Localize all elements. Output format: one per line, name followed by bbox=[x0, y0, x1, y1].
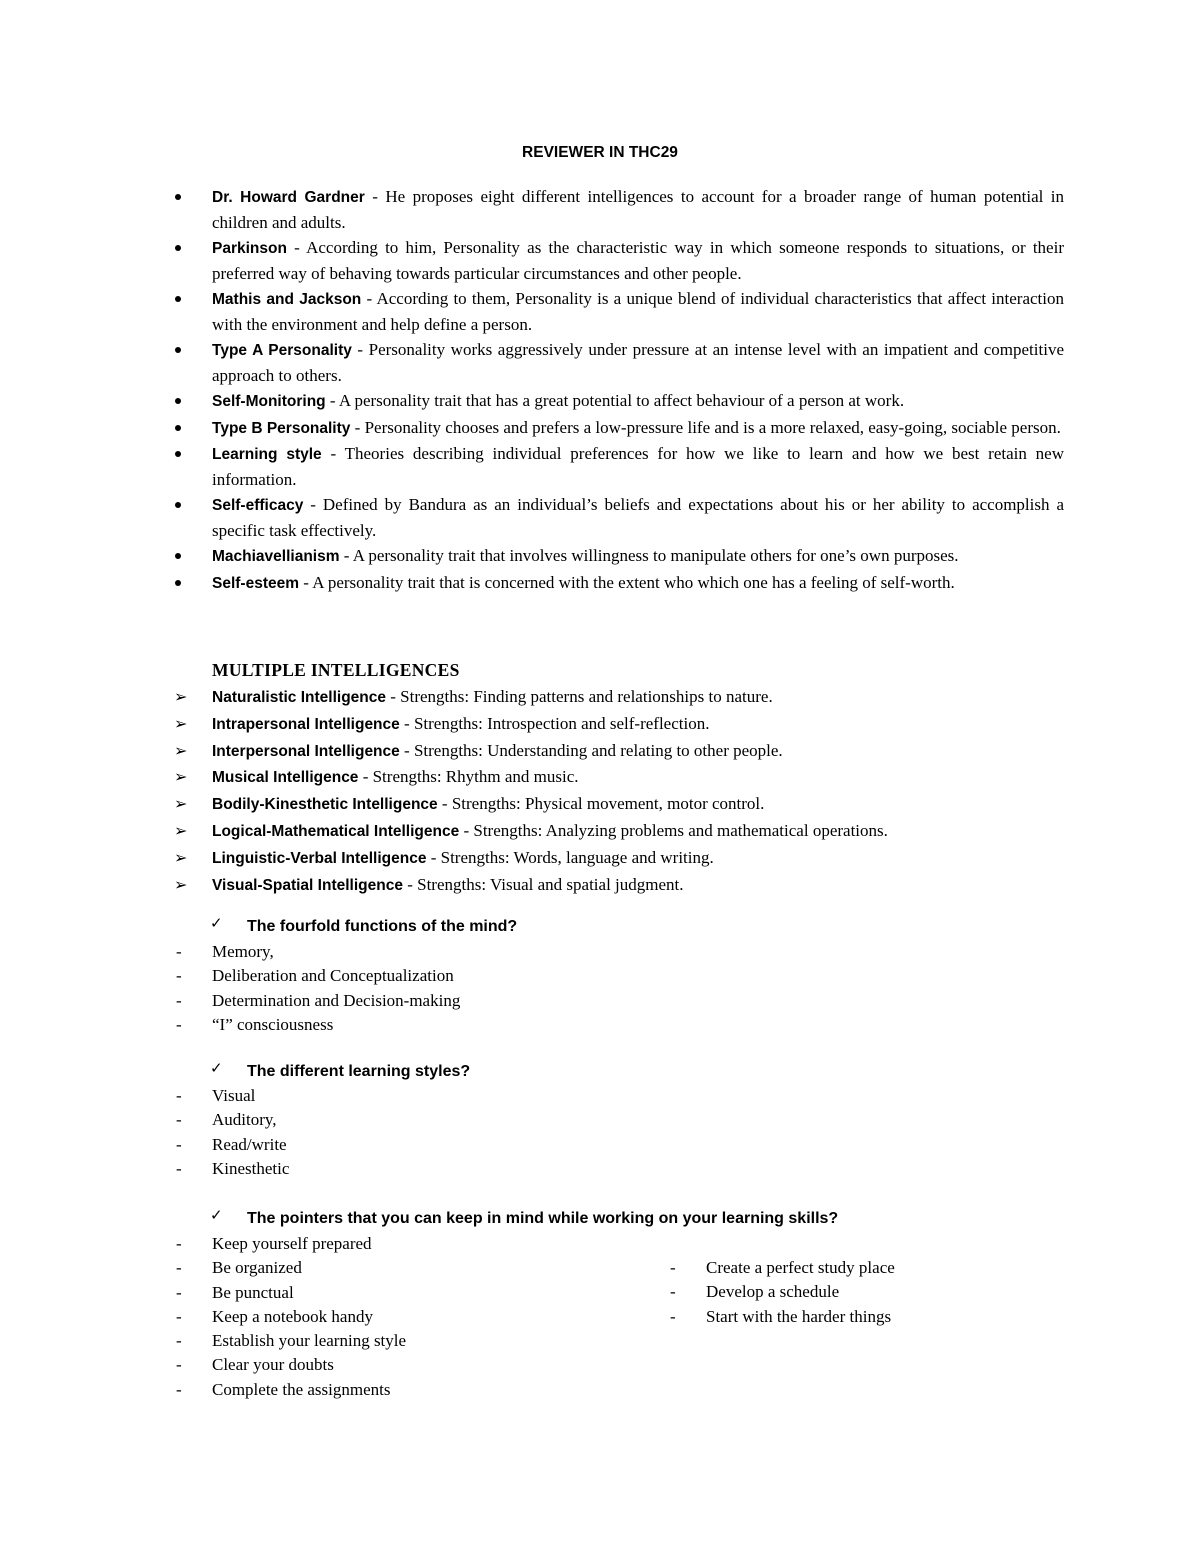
definition: - Defined by Bandura as an individual’s beliefs and expectations about his or her ability to accomplish a specific task effectively. bbox=[212, 495, 1064, 540]
list-item: - Create a perfect study place bbox=[668, 1256, 895, 1280]
term: Machiavellianism bbox=[212, 548, 340, 565]
list-item bbox=[174, 338, 1064, 388]
question-heading bbox=[212, 916, 517, 936]
list-item: - Keep yourself prepared bbox=[174, 1232, 406, 1256]
arrow-bullet-icon: ➢ bbox=[174, 794, 188, 814]
list-item: - Establish your learning style bbox=[174, 1329, 406, 1353]
definition: - Personality works aggressively under pressure at an intense level with an impatient and competitive approach to others. bbox=[212, 340, 1064, 385]
checkmark-icon: ✓ bbox=[210, 914, 223, 932]
checkmark-icon: ✓ bbox=[210, 1059, 223, 1077]
question-text: The fourfold functions of the mind? bbox=[247, 918, 518, 935]
list-item: - Keep a notebook handy bbox=[174, 1305, 406, 1329]
term: Dr. Howard Gardner bbox=[212, 189, 365, 206]
checkmark-icon: ✓ bbox=[210, 1206, 223, 1224]
list-item: - Kinesthetic bbox=[174, 1157, 289, 1181]
list-item bbox=[174, 711, 1074, 738]
list-item bbox=[174, 764, 1074, 791]
question-heading bbox=[212, 1208, 838, 1228]
intelligence-description: - Strengths: Analyzing problems and mathematical operations. bbox=[459, 820, 888, 840]
intelligence-name: Logical-Mathematical Intelligence bbox=[212, 822, 460, 840]
list-item: - Be punctual bbox=[174, 1281, 406, 1305]
arrow-bullet-icon: ➢ bbox=[174, 874, 188, 894]
list-item bbox=[174, 738, 1074, 765]
intelligence-description: - Strengths: Rhythm and music. bbox=[358, 767, 579, 787]
definition: - Personality chooses and prefers a low-pressure life and is a more relaxed, easy-going, sociable person. bbox=[350, 417, 1061, 437]
list-item bbox=[174, 416, 1064, 442]
definition: - He proposes eight different intelligences to account for a broader range of human potential in children and adults. bbox=[212, 187, 1064, 232]
intelligences-list bbox=[174, 684, 1074, 898]
list-item bbox=[174, 236, 1064, 286]
list-item bbox=[174, 571, 1064, 597]
intelligence-description: - Strengths: Physical movement, motor control. bbox=[437, 794, 765, 814]
term: Type B Personality bbox=[212, 419, 351, 437]
question-text: The different learning styles? bbox=[247, 1063, 471, 1080]
list-item bbox=[174, 872, 1074, 899]
intelligence-description: - Strengths: Words, language and writing. bbox=[426, 847, 714, 867]
term: Self-esteem bbox=[212, 574, 300, 592]
arrow-bullet-icon: ➢ bbox=[174, 767, 188, 787]
list-item: - Develop a schedule bbox=[668, 1280, 895, 1304]
term: Self-Monitoring bbox=[212, 393, 326, 410]
list-item bbox=[174, 544, 1064, 570]
list-item bbox=[174, 389, 1064, 415]
list-item bbox=[174, 818, 1074, 845]
list-item bbox=[174, 684, 1074, 711]
list-item bbox=[174, 185, 1064, 235]
term: Self-efficacy bbox=[212, 497, 304, 514]
list-item: - Deliberation and Conceptualization bbox=[174, 964, 460, 988]
definition: - A personality trait that is concerned with the extent who which one has a feeling of self-worth. bbox=[299, 572, 955, 592]
question-text: The pointers that you can keep in mind while working on your learning skills? bbox=[247, 1210, 839, 1227]
intelligence-name: Bodily-Kinesthetic Intelligence bbox=[212, 796, 438, 814]
arrow-bullet-icon: ➢ bbox=[174, 820, 188, 840]
intelligence-name: Musical Intelligence bbox=[212, 769, 359, 787]
section-heading: MULTIPLE INTELLIGENCES bbox=[212, 660, 460, 680]
fourfold-functions-list bbox=[174, 940, 460, 1037]
definition: - A personality trait that involves willingness to manipulate others for one’s own purposes. bbox=[339, 546, 959, 565]
intelligence-description: - Strengths: Finding patterns and relationships to nature. bbox=[386, 687, 773, 706]
term: Mathis and Jackson bbox=[212, 291, 362, 308]
term: Learning style bbox=[212, 446, 322, 463]
intelligence-description: - Strengths: Understanding and relating to other people. bbox=[399, 740, 783, 760]
arrow-bullet-icon: ➢ bbox=[174, 740, 188, 760]
question-heading bbox=[212, 1061, 470, 1081]
intelligence-name: Interpersonal Intelligence bbox=[212, 742, 400, 760]
list-item: - Start with the harder things bbox=[668, 1305, 895, 1329]
definition: - A personality trait that has a great potential to affect behaviour of a person at work. bbox=[325, 391, 905, 410]
list-item: - “I” consciousness bbox=[174, 1013, 460, 1037]
pointers-list-right bbox=[668, 1256, 895, 1329]
list-item bbox=[174, 845, 1074, 872]
list-item: - Memory, bbox=[174, 940, 460, 964]
definition: - According to him, Personality as the characteristic way in which someone responds to situations, or their preferred way of behaving towards particular circumstances and other people. bbox=[212, 238, 1064, 283]
intelligence-name: Naturalistic Intelligence bbox=[212, 689, 386, 706]
document-title: REVIEWER IN THC29 bbox=[522, 144, 678, 161]
list-item bbox=[174, 791, 1074, 818]
list-item: - Determination and Decision-making bbox=[174, 989, 460, 1013]
definitions-list bbox=[174, 185, 1064, 597]
intelligence-name: Linguistic-Verbal Intelligence bbox=[212, 849, 427, 867]
pointers-list-left bbox=[174, 1232, 406, 1402]
arrow-bullet-icon: ➢ bbox=[174, 687, 188, 706]
list-item: - Read/write bbox=[174, 1133, 289, 1157]
list-item bbox=[174, 493, 1064, 543]
intelligence-name: Intrapersonal Intelligence bbox=[212, 715, 400, 733]
intelligence-name: Visual-Spatial Intelligence bbox=[212, 876, 403, 894]
intelligence-description: - Strengths: Visual and spatial judgment. bbox=[402, 874, 684, 894]
learning-styles-list bbox=[174, 1084, 289, 1181]
definition: - According to them, Personality is a unique blend of individual characteristics that affect interaction with the environment and help define a person. bbox=[212, 289, 1064, 334]
list-item: - Be organized bbox=[174, 1256, 406, 1280]
list-item: - Complete the assignments bbox=[174, 1378, 406, 1402]
term: Type A Personality bbox=[212, 342, 352, 359]
definition: - Theories describing individual preferences for how we like to learn and how we best retain new information. bbox=[212, 444, 1064, 489]
list-item bbox=[174, 442, 1064, 492]
list-item bbox=[174, 287, 1064, 337]
arrow-bullet-icon: ➢ bbox=[174, 713, 188, 733]
list-item: - Clear your doubts bbox=[174, 1353, 406, 1377]
list-item: - Auditory, bbox=[174, 1108, 289, 1132]
intelligence-description: - Strengths: Introspection and self-reflection. bbox=[399, 713, 710, 733]
list-item: - Visual bbox=[174, 1084, 289, 1108]
term: Parkinson bbox=[212, 240, 287, 257]
arrow-bullet-icon: ➢ bbox=[174, 847, 188, 867]
